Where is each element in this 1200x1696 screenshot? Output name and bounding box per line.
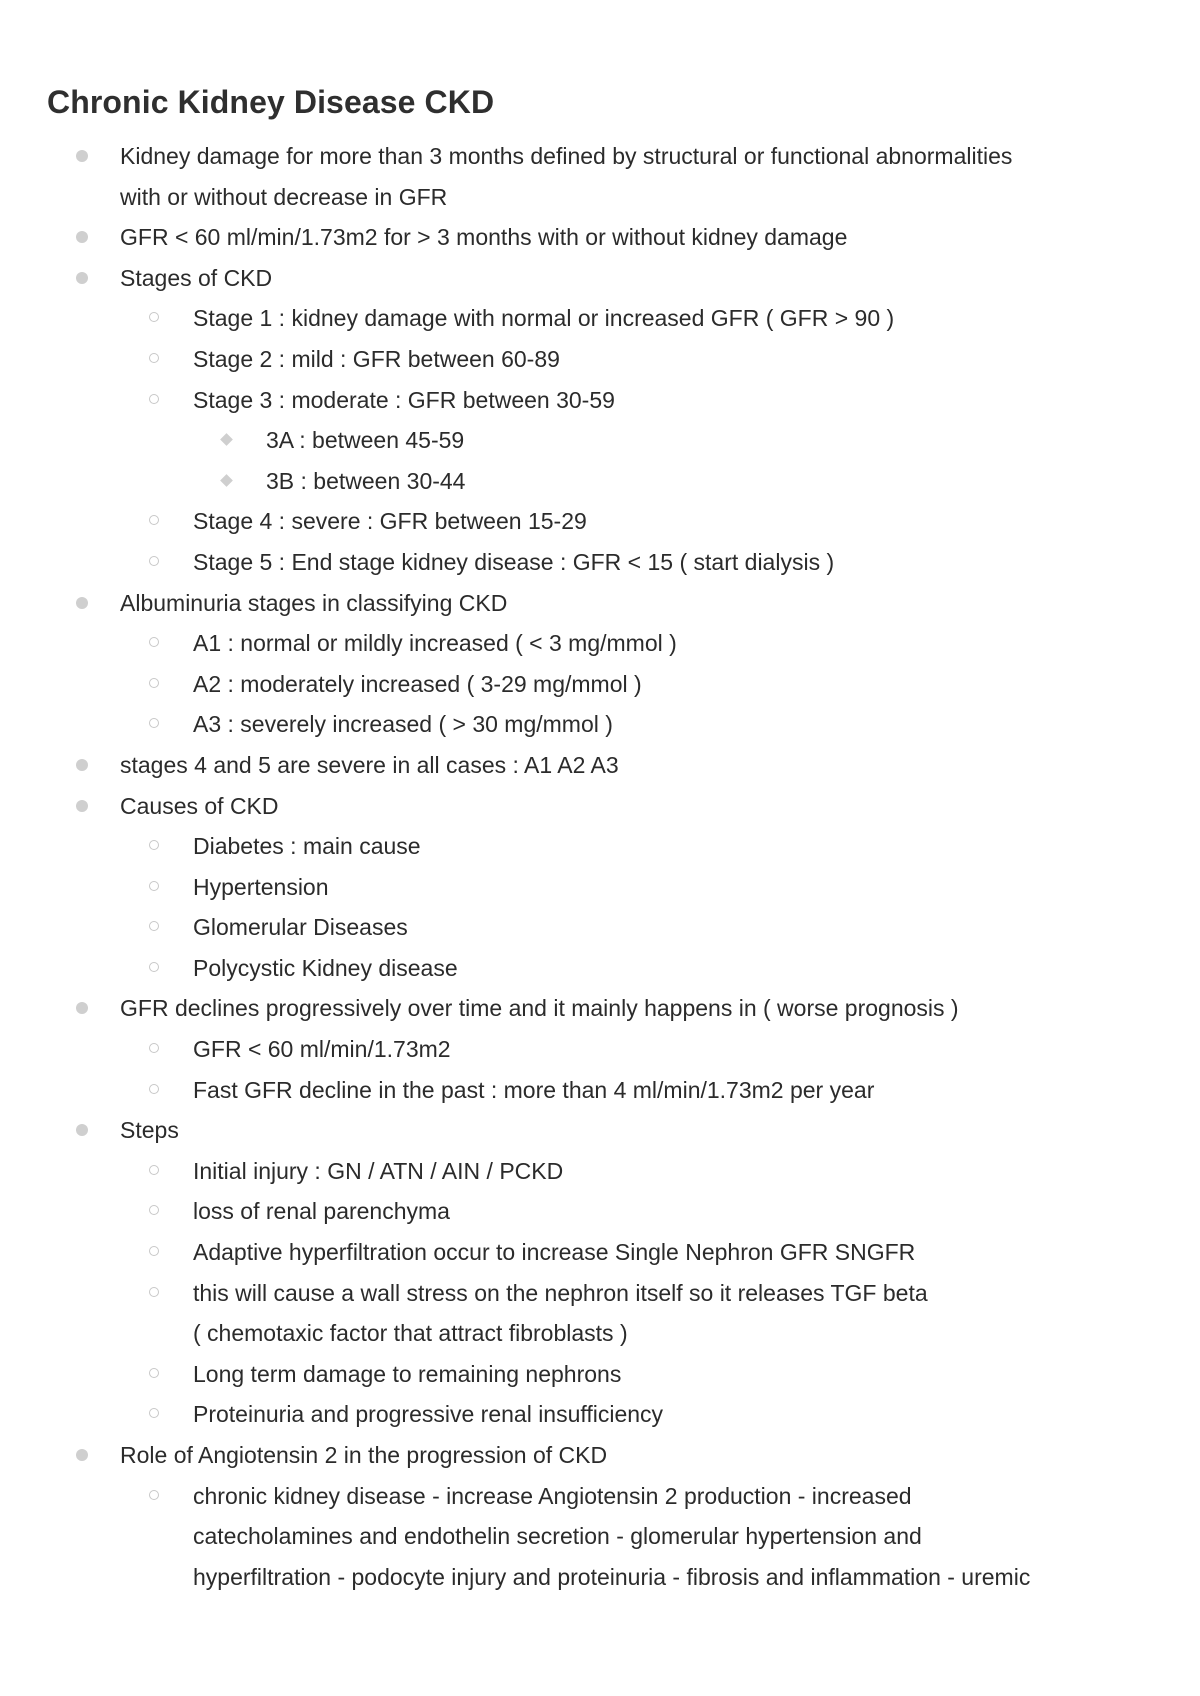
list-item-level-2 — [0, 542, 1030, 583]
list-item-text: 3A : between 45-59 — [266, 427, 465, 454]
list-item-level-2 — [0, 1070, 1030, 1111]
diamond-bullet-icon — [220, 474, 233, 487]
list-item-text: Adaptive hyperfiltration occur to increase Single Nephron GFR SNGFR — [193, 1239, 916, 1266]
list-item-text: Diabetes : main cause — [193, 833, 421, 860]
list-item-text: Stage 3 : moderate : GFR between 30-59 — [193, 386, 615, 413]
list-item-level-2 — [0, 501, 1030, 542]
list-item-text: Steps — [120, 1117, 179, 1144]
list-item-level-1 — [0, 988, 1030, 1029]
list-item-text: A2 : moderately increased ( 3-29 mg/mmol ) — [193, 670, 642, 697]
hollow-circle-bullet-icon — [149, 1084, 159, 1094]
list-item-text: Long term damage to remaining nephrons — [193, 1360, 622, 1387]
hollow-circle-bullet-icon — [149, 881, 159, 891]
list-item-text: hyperfiltration - podocyte injury and proteinuria - fibrosis and inflammation - uremic — [193, 1563, 1031, 1590]
list-item-text: Stage 5 : End stage kidney disease : GFR < 15 ( start dialysis ) — [193, 548, 835, 575]
list-item-level-1 — [0, 217, 1030, 258]
list-item-text: Stage 2 : mild : GFR between 60-89 — [193, 345, 560, 372]
filled-circle-bullet-icon — [76, 800, 88, 812]
list-item-text: A3 : severely increased ( > 30 mg/mmol ) — [193, 711, 613, 738]
list-item-text: A1 : normal or mildly increased ( < 3 mg/mmol ) — [193, 630, 677, 657]
list-item-text: Glomerular Diseases — [193, 914, 408, 941]
list-item-text: this will cause a wall stress on the nephron itself so it releases TGF beta — [193, 1279, 928, 1306]
hollow-circle-bullet-icon — [149, 1205, 159, 1215]
list-item-level-2 — [0, 298, 1030, 339]
hollow-circle-bullet-icon — [149, 718, 159, 728]
filled-circle-bullet-icon — [76, 1449, 88, 1461]
hollow-circle-bullet-icon — [149, 556, 159, 566]
list-item-text: 3B : between 30-44 — [266, 467, 466, 494]
list-item-level-1 — [0, 786, 1030, 827]
list-item-level-2 — [0, 1191, 1030, 1232]
list-item-text: Hypertension — [193, 873, 329, 900]
list-item-level-2 — [0, 907, 1030, 948]
list-item-text: chronic kidney disease - increase Angiotensin 2 production - increased — [193, 1482, 912, 1509]
filled-circle-bullet-icon — [76, 150, 88, 162]
list-item-level-3 — [0, 420, 1030, 461]
list-item-level-2 — [0, 867, 1030, 908]
hollow-circle-bullet-icon — [149, 921, 159, 931]
list-item-level-2 — [0, 1029, 1030, 1070]
hollow-circle-bullet-icon — [149, 840, 159, 850]
list-item-continuation — [0, 1557, 1030, 1598]
filled-circle-bullet-icon — [76, 1124, 88, 1136]
list-item-level-1 — [0, 1110, 1030, 1151]
list-item-level-2 — [0, 1354, 1030, 1395]
list-item-level-2 — [0, 1394, 1030, 1435]
hollow-circle-bullet-icon — [149, 515, 159, 525]
list-item-level-2 — [0, 339, 1030, 380]
list-item-level-2 — [0, 948, 1030, 989]
list-item-text: stages 4 and 5 are severe in all cases : A1 A2 A3 — [120, 751, 619, 778]
list-item-text: Role of Angiotensin 2 in the progression of CKD — [120, 1442, 608, 1468]
hollow-circle-bullet-icon — [149, 1165, 159, 1175]
list-item-text: Polycystic Kidney disease — [193, 954, 458, 981]
hollow-circle-bullet-icon — [149, 1490, 159, 1500]
filled-circle-bullet-icon — [76, 1002, 88, 1014]
list-item-text: with or without decrease in GFR — [120, 183, 448, 210]
list-item-text: Stages of CKD — [120, 264, 273, 291]
list-item-level-2 — [0, 623, 1030, 664]
list-item-text: Stage 4 : severe : GFR between 15-29 — [193, 508, 587, 535]
bullet-list — [0, 136, 1030, 1597]
list-item-text: Initial injury : GN / ATN / AIN / PCKD — [193, 1157, 564, 1184]
list-item-level-2 — [0, 1232, 1030, 1273]
hollow-circle-bullet-icon — [149, 1287, 159, 1297]
list-item-level-3 — [0, 461, 1030, 502]
hollow-circle-bullet-icon — [149, 394, 159, 404]
list-item-level-2 — [0, 1273, 1030, 1314]
list-item-text: GFR < 60 ml/min/1.73m2 for > 3 months with or without kidney damage — [120, 224, 848, 251]
filled-circle-bullet-icon — [76, 597, 88, 609]
filled-circle-bullet-icon — [76, 272, 88, 284]
list-item-level-1 — [0, 583, 1030, 624]
list-item-level-1 — [0, 258, 1030, 299]
hollow-circle-bullet-icon — [149, 1408, 159, 1418]
list-item-text: Albuminuria stages in classifying CKD — [120, 589, 508, 616]
list-item-continuation — [0, 1516, 1030, 1557]
list-item-level-2 — [0, 1476, 1030, 1517]
list-item-text: Kidney damage for more than 3 months defined by structural or functional abnormalities — [120, 143, 1013, 169]
hollow-circle-bullet-icon — [149, 353, 159, 363]
list-item-level-2 — [0, 704, 1030, 745]
list-item-text: loss of renal parenchyma — [193, 1198, 450, 1225]
list-item-level-1 — [0, 745, 1030, 786]
hollow-circle-bullet-icon — [149, 1246, 159, 1256]
list-item-level-1 — [0, 1435, 1030, 1476]
list-item-continuation — [0, 1313, 1030, 1354]
list-item-text: GFR < 60 ml/min/1.73m2 — [193, 1036, 451, 1063]
list-item-text: GFR declines progressively over time and it mainly happens in ( worse prognosis ) — [120, 995, 959, 1022]
list-item-text: ( chemotaxic factor that attract fibroblasts ) — [193, 1320, 628, 1347]
hollow-circle-bullet-icon — [149, 1368, 159, 1378]
list-item-text: Causes of CKD — [120, 792, 279, 819]
list-item-text: Fast GFR decline in the past : more than 4 ml/min/1.73m2 per year — [193, 1076, 875, 1103]
list-item-level-2 — [0, 826, 1030, 867]
hollow-circle-bullet-icon — [149, 962, 159, 972]
list-item-level-2 — [0, 1151, 1030, 1192]
hollow-circle-bullet-icon — [149, 312, 159, 322]
filled-circle-bullet-icon — [76, 231, 88, 243]
hollow-circle-bullet-icon — [149, 678, 159, 688]
hollow-circle-bullet-icon — [149, 1043, 159, 1053]
filled-circle-bullet-icon — [76, 759, 88, 771]
list-item-text: Stage 1 : kidney damage with normal or increased GFR ( GFR > 90 ) — [193, 305, 895, 332]
diamond-bullet-icon — [220, 433, 233, 446]
list-item-continuation — [0, 177, 1030, 218]
page-title: Chronic Kidney Disease CKD — [47, 84, 495, 120]
list-item-text: Proteinuria and progressive renal insufficiency — [193, 1401, 664, 1428]
list-item-level-1 — [0, 136, 1030, 177]
list-item-level-2 — [0, 664, 1030, 705]
hollow-circle-bullet-icon — [149, 637, 159, 647]
list-item-level-2 — [0, 380, 1030, 421]
list-item-text: catecholamines and endothelin secretion - glomerular hypertension and — [193, 1523, 922, 1550]
